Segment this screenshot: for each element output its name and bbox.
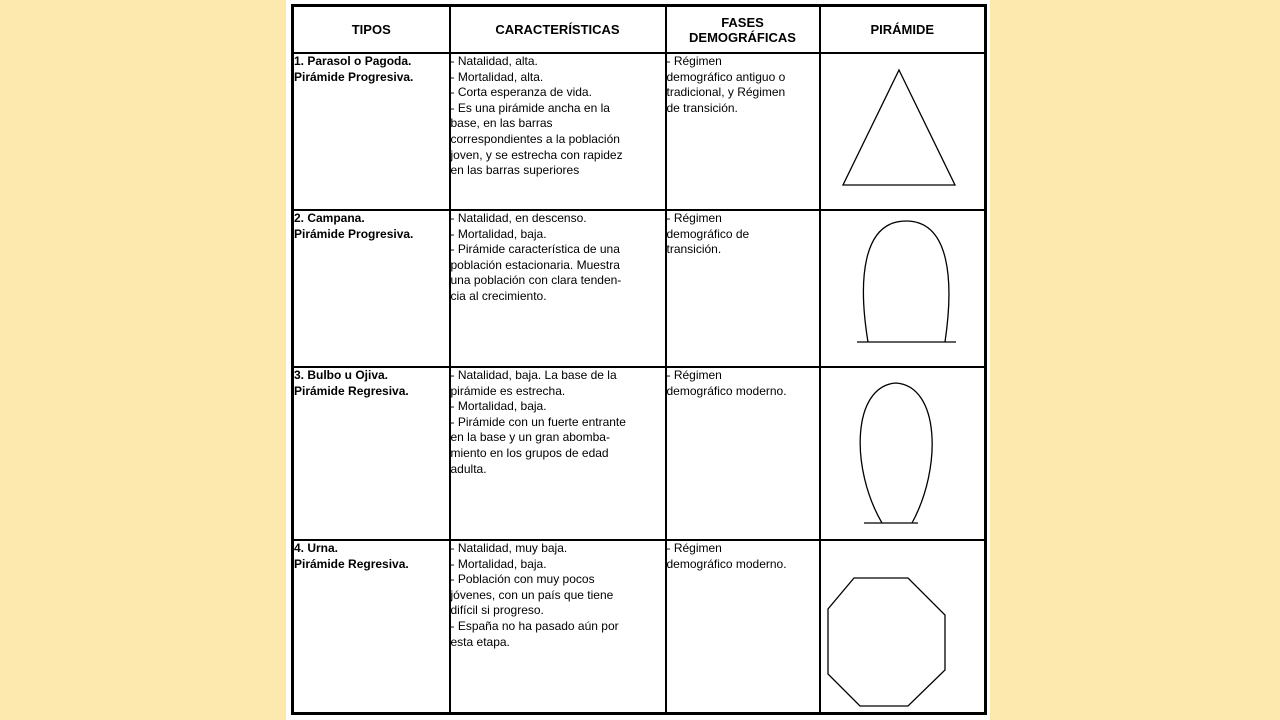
caracteristica-line: una población con clara tenden- bbox=[450, 273, 622, 288]
tipo-class: Pirámide Regresiva. bbox=[294, 383, 409, 398]
tipo-name: 4. Urna. bbox=[294, 541, 339, 555]
fase-line: demográfico moderno. bbox=[666, 556, 787, 571]
header-piramide: PIRÁMIDE bbox=[820, 6, 986, 54]
caracteristica-line: - Población con muy pocos bbox=[450, 572, 595, 587]
header-row bbox=[293, 6, 986, 54]
caracteristica-line: cia al crecimiento. bbox=[450, 288, 547, 303]
caracteristica-line: población estacionaria. Muestra bbox=[450, 257, 620, 272]
fase-line: demográfico antiguo o bbox=[666, 69, 786, 84]
fase-line: demográfico de bbox=[666, 226, 750, 241]
caracteristica-line: en las barras superiores bbox=[450, 163, 580, 178]
tipo-class: Pirámide Progresiva. bbox=[294, 69, 414, 84]
caracteristicas-cell bbox=[450, 210, 666, 367]
caracteristica-line: difícil si progreso. bbox=[450, 603, 544, 618]
fase-line: tradicional, y Régimen bbox=[666, 85, 786, 100]
header-fases-line1: FASES bbox=[721, 14, 764, 30]
table-row bbox=[293, 53, 986, 210]
caracteristica-line: - Mortalidad, baja. bbox=[450, 556, 547, 571]
fases-cell bbox=[666, 540, 820, 713]
population-pyramid-table bbox=[291, 4, 987, 715]
caracteristica-line: - Natalidad, baja. La base de la bbox=[450, 368, 617, 382]
caracteristica-line: jóvenes, con un país que tiene bbox=[450, 587, 614, 602]
caracteristica-line: adulta. bbox=[450, 461, 487, 476]
caracteristica-line: - España no ha pasado aún por bbox=[450, 618, 619, 633]
caracteristica-line: - Natalidad, muy baja. bbox=[450, 541, 568, 555]
tipo-cell bbox=[293, 367, 450, 540]
table-row bbox=[293, 367, 986, 540]
caracteristica-line: esta etapa. bbox=[450, 634, 510, 649]
caracteristica-line: - Mortalidad, baja. bbox=[450, 226, 547, 241]
tipo-cell bbox=[293, 210, 450, 367]
tipo-class: Pirámide Progresiva. bbox=[294, 226, 414, 241]
triangle-pyramid-shape bbox=[822, 54, 982, 204]
caracteristica-line: en la base y un gran abomba- bbox=[450, 430, 610, 445]
caracteristica-line: base, en las barras bbox=[450, 116, 553, 131]
tipo-cell bbox=[293, 53, 450, 210]
caracteristica-line: - Pirámide característica de una bbox=[450, 242, 620, 257]
header-tipos: TIPOS bbox=[293, 6, 450, 54]
caracteristica-line: - Natalidad, en descenso. bbox=[450, 211, 587, 225]
tipo-name: 3. Bulbo u Ojiva. bbox=[294, 368, 389, 382]
bell-pyramid-shape bbox=[822, 211, 982, 361]
caracteristica-line: correspondientes a la población bbox=[450, 131, 620, 146]
caracteristica-line: - Corta esperanza de vida. bbox=[450, 85, 592, 100]
caracteristica-line: pirámide es estrecha. bbox=[450, 383, 566, 398]
fase-line: transición. bbox=[666, 242, 722, 257]
fase-line: demográfico moderno. bbox=[666, 383, 787, 398]
caracteristica-line: joven, y se estrecha con rapidez bbox=[450, 147, 623, 162]
piramide-cell bbox=[820, 53, 986, 210]
fase-line: - Régimen bbox=[666, 211, 722, 225]
caracteristica-line: - Es una pirámide ancha en la bbox=[450, 100, 610, 115]
caracteristica-line: - Mortalidad, baja. bbox=[450, 399, 547, 414]
caracteristica-line: - Pirámide con un fuerte entrante bbox=[450, 414, 626, 429]
fases-cell bbox=[666, 210, 820, 367]
tipo-name: 2. Campana. bbox=[294, 211, 365, 225]
tipo-cell bbox=[293, 540, 450, 713]
header-caracteristicas: CARACTERÍSTICAS bbox=[450, 6, 666, 54]
caracteristicas-cell bbox=[450, 367, 666, 540]
table-row bbox=[293, 540, 986, 713]
fase-line: de transición. bbox=[666, 100, 738, 115]
piramide-cell bbox=[820, 210, 986, 367]
tipo-class: Pirámide Regresiva. bbox=[294, 556, 409, 571]
header-fases bbox=[666, 6, 820, 54]
fase-line: - Régimen bbox=[666, 368, 722, 382]
fase-line: - Régimen bbox=[666, 54, 722, 68]
tipo-name: 1. Parasol o Pagoda. bbox=[294, 54, 412, 68]
caracteristica-line: miento en los grupos de edad bbox=[450, 445, 609, 460]
table-row bbox=[293, 210, 986, 367]
caracteristica-line: - Natalidad, alta. bbox=[450, 54, 538, 68]
fase-line: - Régimen bbox=[666, 541, 722, 555]
piramide-cell bbox=[820, 540, 986, 713]
header-fases-line2: DEMOGRÁFICAS bbox=[689, 29, 796, 45]
caracteristicas-cell bbox=[450, 540, 666, 713]
fases-cell bbox=[666, 367, 820, 540]
bulb-pyramid-shape bbox=[822, 368, 982, 534]
caracteristica-line: - Mortalidad, alta. bbox=[450, 69, 544, 84]
piramide-cell bbox=[820, 367, 986, 540]
caracteristicas-cell bbox=[450, 53, 666, 210]
urn-pyramid-shape bbox=[822, 541, 982, 707]
fases-cell bbox=[666, 53, 820, 210]
